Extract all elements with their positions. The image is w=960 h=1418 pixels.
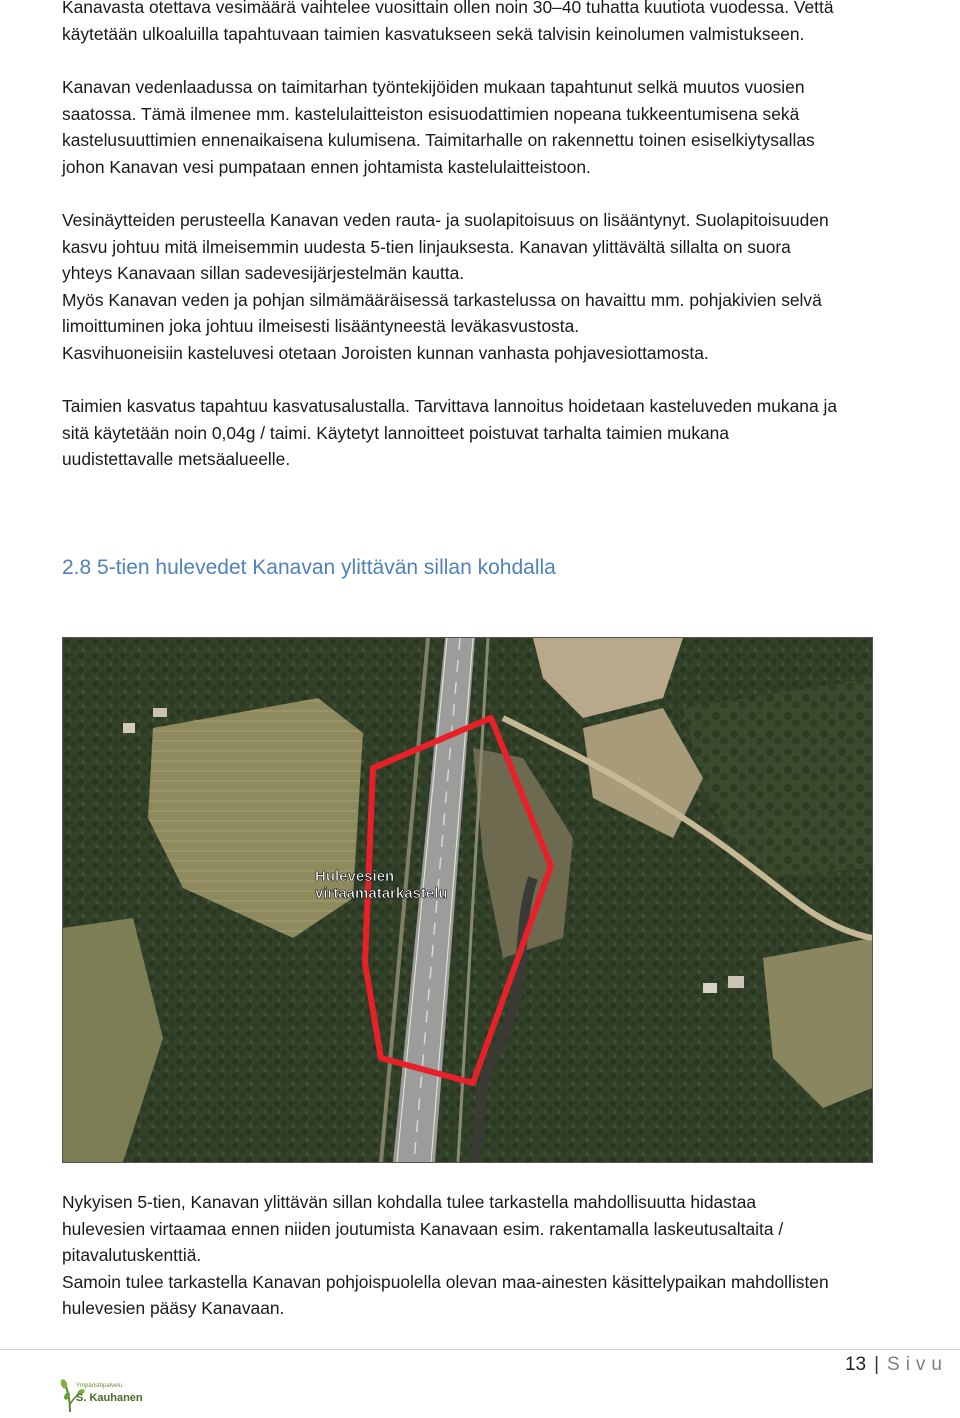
- text-line: johon Kanavan vesi pumpataan ennen johtamista kastelulaitteistoon.: [62, 156, 591, 177]
- text-line: limoittuminen joka johtuu ilmeisesti lisääntyneestä leväkasvustosta.: [62, 316, 580, 337]
- text-line: uudistettavalle metsäalueelle.: [62, 449, 291, 470]
- building: [123, 723, 135, 733]
- page-number-value: 13: [844, 1354, 867, 1375]
- logo-text-small: Ympäristöpalvelu: [76, 1383, 123, 1389]
- map-label-line2: virtaamatarkastelu: [315, 885, 448, 902]
- aerial-map-image: [62, 637, 873, 1163]
- section-heading: 2.8 5-tien hulevedet Kanavan ylittävän sillan kohdalla: [62, 556, 556, 579]
- text-line: saatossa. Tämä ilmenee mm. kastelulaitteiston esisuodattimien nopeana tukkeentumisena sekä: [62, 103, 800, 124]
- logo-text-name: S. Kauhanen: [76, 1392, 143, 1404]
- text-line: hulevesien pääsy Kanavaan.: [62, 1298, 285, 1319]
- text-line: yhteys Kanavaan sillan sadevesijärjestelmän kautta.: [62, 263, 465, 284]
- text-line: Kasvihuoneisiin kasteluvesi otetaan Joroisten kunnan vanhasta pohjavesiottamosta.: [62, 342, 709, 363]
- paragraph-4: [62, 393, 954, 473]
- text-line: sitä käytetään noin 0,04g / taimi. Käytetyt lannoitteet poistuvat tarhalta taimien mukana: [62, 422, 730, 443]
- paragraph-3: [62, 207, 954, 367]
- page-number: [845, 1354, 948, 1376]
- aerial-map-svg: [63, 638, 872, 1162]
- text-line: kasvu johtuu mitä ilmeisemmin uudesta 5-tien linjauksesta. Kanavan ylittävältä sillalta on suora: [62, 236, 791, 257]
- text-line: käytetään ulkoaluilla tapahtuvaan taimien kasvatukseen sekä talvisin keinolumen valmistukseen.: [62, 23, 805, 44]
- text-line: Nykyisen 5-tien, Kanavan ylittävän sillan kohdalla tulee tarkastella mahdollisuutta hidastaa: [62, 1192, 757, 1212]
- page-word: Sivu: [887, 1354, 948, 1375]
- paragraph-2: [62, 74, 954, 180]
- building: [153, 708, 167, 717]
- paragraph-5: [62, 1189, 954, 1322]
- map-label-line1: Hulevesien: [315, 868, 395, 885]
- text-line: hulevesien virtaamaa ennen niiden joutumista Kanavaan esim. rakentamalla laskeutusaltaita /: [62, 1218, 784, 1239]
- building: [728, 976, 744, 988]
- text-line: pitavalutuskenttiä.: [62, 1245, 202, 1266]
- text-line: kastelusuuttimien ennenaikaisena kulumisena. Taimitarhalle on rakennettu toinen esiselkiytysallas: [62, 130, 815, 151]
- text-line: Kanavan vedenlaadussa on taimitarhan työntekijöiden mukaan tapahtunut selkä muutos vuosien: [62, 77, 805, 97]
- text-line: Samoin tulee tarkastella Kanavan pohjoispuolella olevan maa-ainesten käsittelypaikan mahdollisten: [62, 1271, 829, 1292]
- text-line: Kanavasta otettava vesimäärä vaihtelee vuosittain ollen noin 30–40 tuhatta kuutiota vuodessa. Vettä: [62, 0, 834, 17]
- text-line: Vesinäytteiden perusteella Kanavan veden rauta- ja suolapitoisuus on lisääntynyt. Suolapitoisuuden: [62, 210, 829, 230]
- paragraph-1: [62, 0, 954, 47]
- text-line: Myös Kanavan veden ja pohjan silmämääräisessä tarkastelussa on havaittu mm. pohjakivien selvä: [62, 289, 822, 310]
- page-number-separator: |: [874, 1354, 880, 1375]
- footer-divider: [0, 1349, 960, 1350]
- building: [703, 983, 717, 993]
- text-line: Taimien kasvatus tapahtuu kasvatusalustalla. Tarvittava lannoitus hoidetaan kasteluveden mukana ja: [62, 396, 838, 416]
